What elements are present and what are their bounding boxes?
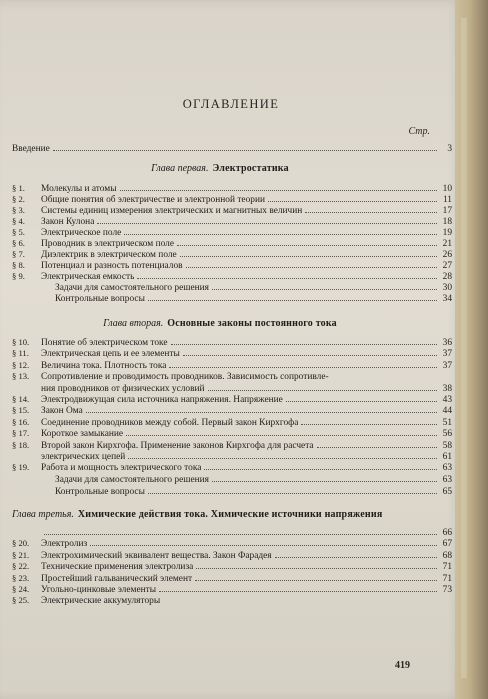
toc-entry-text: Понятие об электрическом токе: [41, 338, 168, 348]
dot-leader: [86, 405, 437, 413]
toc-entry-page: 38: [442, 383, 452, 394]
chapter-1-label: Глава первая.: [151, 163, 209, 174]
dot-leader: [186, 260, 437, 268]
toc-entry-page: 19: [442, 228, 452, 238]
toc-entry-text: Молекулы и атомы: [41, 184, 117, 194]
dot-leader: [137, 271, 437, 279]
toc-entry: [12, 183, 452, 194]
toc-entry: [12, 462, 452, 473]
dot-leader: [317, 440, 437, 448]
toc-entry-page: 56: [442, 429, 452, 440]
dot-leader: [53, 143, 437, 151]
toc-entry: [12, 405, 452, 416]
toc-entry-text: Угольно-цинковые элементы: [41, 585, 157, 595]
chapter-3-title: Химические действия тока. Химические источники напряжения: [77, 509, 383, 520]
toc-entry-number: § 16.: [12, 416, 30, 427]
dot-leader: [204, 462, 437, 470]
dot-leader: [171, 337, 437, 345]
toc-entry-page: 71: [442, 562, 452, 573]
toc-entry-number: § 13.: [12, 371, 30, 382]
dot-leader: [128, 451, 437, 459]
dot-leader: [196, 561, 437, 569]
toc-entry-number: § 19.: [12, 462, 30, 473]
dot-leader: [148, 486, 437, 494]
toc-entry-page: 71: [442, 573, 452, 584]
toc-entry: [12, 417, 452, 428]
toc-entry-text: Электрическая емкость: [41, 272, 135, 282]
toc-entry-text: Электролиз: [41, 539, 88, 550]
toc-entry-text: Закон Ома: [41, 406, 83, 417]
dot-leader: [120, 183, 437, 191]
toc-entry-page: 51: [442, 417, 452, 428]
page-title: ОГЛАВЛЕНИЕ: [182, 97, 280, 111]
toc-entry-number: § 3.: [12, 205, 25, 215]
toc-entry-text: Потенциал и разность потенциалов: [41, 261, 183, 271]
toc-entry-page: 67: [442, 539, 452, 550]
toc-intro-text: Введение: [12, 144, 50, 154]
dot-leader: [268, 194, 437, 202]
toc-entry-text: Второй закон Кирхгофа. Применение законов Кирхгофа для расчета: [41, 440, 314, 451]
toc-entry-page: 36: [442, 338, 452, 348]
toc-entry-text: Электрические аккумуляторы: [41, 596, 161, 607]
toc-entry-number: § 14.: [12, 394, 30, 404]
toc-entry-number: § 24.: [12, 584, 30, 594]
toc-entry-text: Сопротивление и проводимость проводников. Зависимость сопротивле-: [41, 372, 329, 383]
toc-ch2-questions-text: Контрольные вопросы: [55, 487, 145, 497]
toc-entry-number: § 12.: [12, 359, 30, 370]
toc-entry-text: Электрическое поле: [41, 228, 122, 238]
dot-leader: [126, 428, 437, 436]
toc-entry: [12, 538, 452, 549]
chapter-1-heading: [0, 163, 440, 174]
toc-ch2-tasks-text: Задачи для самостоятельного решения: [55, 475, 209, 485]
dot-leader: [159, 584, 437, 592]
toc-entry-page: 37: [442, 360, 452, 371]
toc-ch1-questions-page: 34: [442, 294, 452, 304]
dot-leader: [286, 394, 437, 402]
toc-entry-number: § 10.: [12, 337, 30, 347]
toc-entry-number: § 11.: [12, 348, 29, 359]
toc-entry-page: 61: [442, 452, 452, 462]
dot-leader: [195, 573, 437, 581]
toc-ch1-questions-text: Контрольные вопросы: [55, 294, 145, 304]
toc-entry-page: 18: [442, 217, 452, 227]
page-column-label: Стр.: [408, 126, 430, 137]
toc-entry: [12, 238, 452, 249]
toc-entry-number: § 15.: [12, 405, 30, 416]
toc-entry-number: § 23.: [12, 572, 30, 583]
toc-intro: [12, 143, 452, 154]
toc-entry-text: Диэлектрик в электрическом поле: [41, 250, 177, 260]
toc-entry-page: 27: [442, 261, 452, 271]
chapter-2-label: Глава вторая.: [103, 318, 164, 329]
toc-intro-page: 3: [447, 144, 452, 154]
toc-entry-text: Закон Кулона: [41, 217, 95, 227]
dot-leader: [180, 249, 437, 257]
toc-entry: [12, 371, 452, 382]
toc-entry-text: Простейший гальванический элемент: [41, 573, 193, 584]
toc-entry-page: 73: [442, 585, 452, 595]
dot-leader: [183, 348, 437, 356]
page-fold: [461, 18, 467, 678]
toc-ch2-questions: [12, 486, 452, 497]
toc-entry-number: § 25.: [12, 595, 30, 606]
toc-entry-text: ния проводников от физических условий: [41, 383, 205, 394]
toc-entry-number: § 9.: [12, 271, 25, 281]
toc-entry-page: 68: [442, 550, 452, 561]
toc-entry: [12, 550, 452, 561]
chapter-2-title: Основные законы постоянного тока: [167, 318, 337, 329]
dot-leader: [301, 417, 437, 425]
dot-leader: [124, 227, 437, 235]
toc-entry-number: § 18.: [12, 439, 30, 450]
dot-leader: [177, 238, 437, 246]
toc-entry-text: Технические применения электролиза: [41, 562, 194, 573]
toc-entry-text: Электрическая цепь и ее элементы: [41, 349, 180, 360]
toc-entry-text: Проводник в электрическом поле: [41, 239, 174, 249]
dot-leader: [90, 538, 437, 546]
toc-entry-text: Величина тока. Плотность тока: [41, 360, 167, 371]
toc-entry-page: 66: [442, 528, 452, 538]
dot-leader: [212, 282, 437, 290]
toc-entry-text: Общие понятия об электричестве и электронной теории: [41, 195, 265, 205]
toc-ch1-tasks: [12, 282, 452, 293]
toc-ch2-tasks-page: 63: [442, 475, 452, 485]
chapter-1-title: Электростатика: [212, 163, 289, 174]
toc-entry: [12, 249, 452, 260]
toc-entry-number: § 22.: [12, 561, 30, 572]
toc-entry: [12, 227, 452, 238]
toc-entry-page: 58: [442, 440, 452, 451]
toc-entry: [12, 337, 452, 348]
toc-entry-text: Соединение проводников между собой. Первый закон Кирхгофа: [41, 417, 299, 428]
dot-leader: [275, 550, 437, 558]
toc-entry-text: Электродвижущая сила источника напряжения. Напряжение: [41, 395, 283, 405]
chapter-3-label: Глава третья.: [12, 509, 74, 520]
toc-entry: [12, 194, 452, 205]
toc-ch2-questions-page: 65: [442, 487, 452, 497]
dot-leader: [169, 360, 437, 368]
chapter-3-heading: [12, 509, 452, 520]
toc-entry-text: электрических цепей: [41, 452, 126, 462]
toc-entry: [12, 271, 452, 282]
toc-entry: [12, 440, 452, 451]
toc-entry-number: § 21.: [12, 549, 30, 560]
chapter-2-heading: [0, 318, 440, 329]
toc-entry: [12, 573, 452, 584]
toc-entry-page: 37: [442, 349, 452, 360]
toc-entry-page: 44: [442, 406, 452, 417]
toc-entry: [12, 348, 452, 359]
page-number: 419: [395, 660, 410, 671]
toc-entry: [12, 527, 452, 538]
toc-ch2-tasks: [12, 474, 452, 485]
toc-entry-text: Короткое замыкание: [41, 429, 124, 440]
toc-entry-page: 10: [442, 184, 452, 194]
toc-entry: [12, 561, 452, 572]
dot-leader: [305, 205, 437, 213]
toc-entry-page: 26: [442, 250, 452, 260]
toc-entry-number: § 17.: [12, 428, 30, 439]
toc-entry-page: 63: [442, 463, 452, 474]
toc-entry-number: § 20.: [12, 538, 30, 549]
toc-entry-page: 28: [442, 272, 452, 282]
toc-entry-text: Электрохимический эквивалент вещества. Закон Фарадея: [41, 550, 272, 561]
toc-entry: [12, 360, 452, 371]
dot-leader: [208, 383, 437, 391]
dot-leader: [97, 216, 437, 224]
toc-entry-number: § 5.: [12, 227, 25, 237]
toc-entry-number: § 6.: [12, 238, 25, 248]
dot-leader: [212, 474, 437, 482]
toc-entry-number: § 2.: [12, 194, 25, 204]
toc-entry-text: Системы единиц измерения электрических и магнитных величин: [41, 206, 303, 216]
toc-entry-number: § 8.: [12, 260, 25, 270]
toc-entry-number: § 4.: [12, 216, 25, 226]
toc-entry: [12, 383, 452, 394]
toc-entry: [12, 595, 452, 606]
toc-entry-number: § 7.: [12, 249, 25, 259]
toc-entry-page: 11: [442, 195, 452, 205]
toc-ch1-tasks-page: 30: [442, 283, 452, 293]
toc-ch1-tasks-text: Задачи для самостоятельного решения: [55, 283, 209, 293]
dot-leader: [148, 293, 437, 301]
toc-ch1-questions: [12, 293, 452, 304]
toc-entry: [12, 394, 452, 405]
toc-entry: [12, 584, 452, 595]
toc-entry: [12, 451, 452, 462]
toc-entry-number: § 1.: [12, 183, 25, 193]
toc-entry: [12, 205, 452, 216]
toc-entry-page: 21: [442, 239, 452, 249]
dot-leader: [44, 527, 437, 535]
toc-entry-text: Работа и мощность электрического тока: [41, 463, 202, 474]
toc-entry: [12, 260, 452, 271]
toc-entry: [12, 216, 452, 227]
toc-entry-page: 43: [442, 395, 452, 405]
toc-entry: [12, 428, 452, 439]
toc-entry-page: 17: [442, 206, 452, 216]
